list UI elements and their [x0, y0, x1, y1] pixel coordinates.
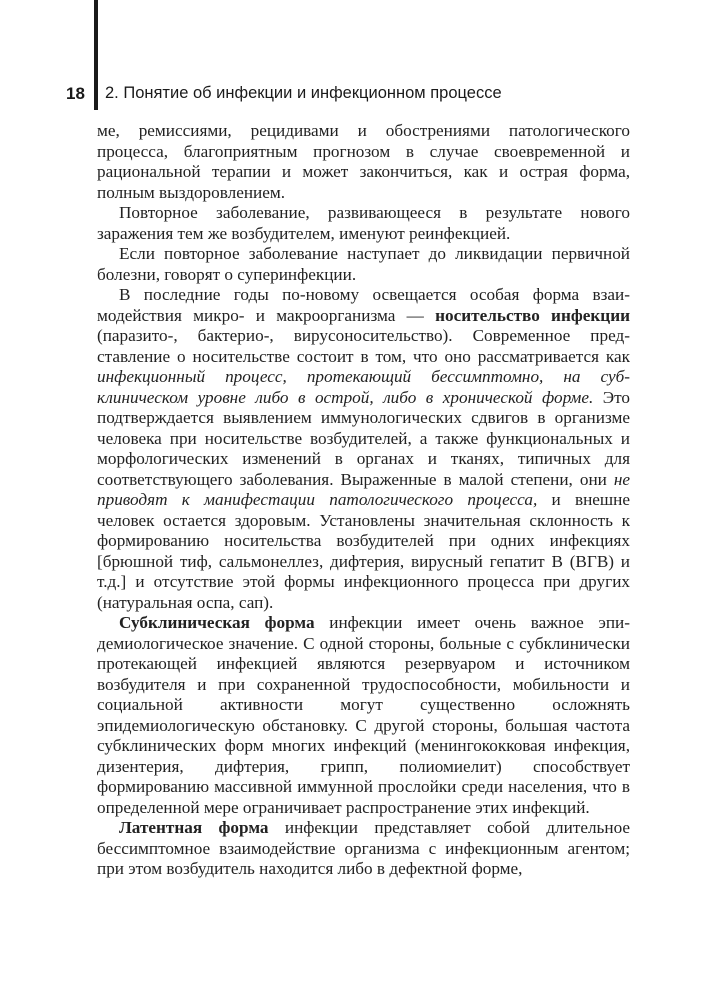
italic-phrase: инфекционный процесс, протекающий бессимптомно, на субклиническом уровне либо в острой, либо в хронической форме.: [97, 367, 630, 407]
text-run: Если повторное заболевание наступает до ликвидации первичной болезни, говорят о суперинфекции.: [97, 244, 630, 284]
text-run: инфекции имеет очень важное эпидемиологическое значение. С одной стороны, больные с субклинически протекающей инфекцией являются резервуаром и источником возбудителя и при сохраненной трудоспособности, мобильности и социальной активности могут существенно осложнять эпидемиологическую обстановку. С другой стороны, большая частота субклинических форм многих инфекций (менингококковая инфекция, дизентерия, дифтерия, грипп, полиомиелит) способствует формированию массивной иммунной прослойки среди населения, что в определенной мере ограничивает распространение этих инфекций.: [97, 613, 630, 817]
running-header-title: 2. Понятие об инфекции и инфекционном процессе: [105, 84, 502, 102]
paragraph-reinfection: [97, 203, 630, 244]
body-text: [97, 121, 630, 880]
paragraph-subclinical: [97, 613, 630, 818]
page-number: 18: [66, 84, 85, 103]
text-run: и внешне человек остается здоровым. Установлены значительная склонность к формированию носительства возбудителей при одних инфекциях [брюшной тиф, сальмонеллез, дифтерия, вирусный гепатит В (ВГВ) и т.д.] и отсутствие этой формы инфекционного процесса при других (натуральная оспа, сап).: [97, 490, 630, 612]
paragraph-latent: [97, 818, 630, 880]
text-run: В последние годы по-новому освещается особая форма взаимодействия микро- и макроорганизма —: [97, 285, 630, 325]
bold-term-latent: Латентная форма: [119, 818, 269, 837]
paragraph-superinfection: [97, 244, 630, 285]
header-vertical-rule: [94, 0, 98, 110]
italic-phrase: не приводят к манифестации патологического процесса,: [97, 469, 630, 509]
text-run: (паразито-, бактерио-, вирусоносительство). Современное представление о носительстве состоит в том, что оно рассматривается как: [97, 326, 630, 366]
paragraph-continuation: [97, 121, 630, 203]
bold-term-subclinical: Субклиническая форма: [119, 613, 315, 632]
bold-term-carriage: носительство инфекции: [435, 305, 630, 325]
text-run: Повторное заболевание, развивающееся в результате нового заражения тем же возбудителем, именуют реинфекцией.: [97, 203, 630, 243]
text-run: инфекции представляет собой длительное бессимптомное взаимодействие организма с инфекционным агентом; при этом возбудитель находится либо в дефектной форме,: [97, 818, 631, 878]
text-run: ме, ремиссиями, рецидивами и обострениями патологического процесса, благоприятным прогнозом в случае своевременной и рациональной терапии и может закончиться, как и острая форма, полным выздоровлением.: [97, 121, 630, 202]
paragraph-carriage: [97, 285, 630, 613]
text-run: Это подтверждается выявлением иммунологических сдвигов в организме человека при носительстве возбудителей, а также функциональных и морфологических изменений в органах и тканях, типичных для соответствующего заболевания. Выраженные в малой степени, они: [97, 387, 630, 489]
